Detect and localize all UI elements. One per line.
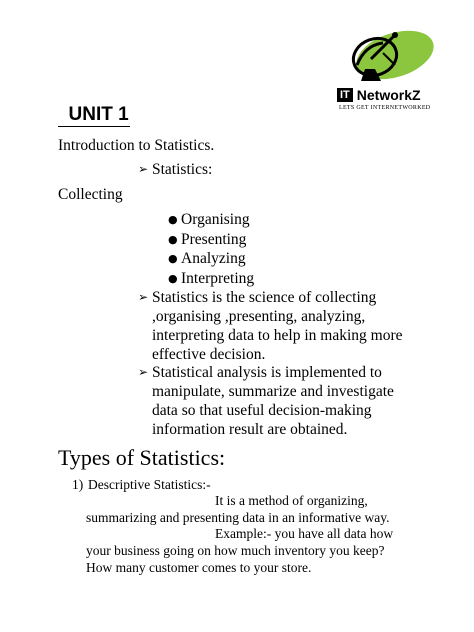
types-heading: Types of Statistics: [58, 445, 226, 470]
bullet-dot-icon: ● [168, 233, 178, 246]
arrow-bullet-icon: ➢ [138, 162, 149, 176]
analysis-paragraph [152, 363, 394, 439]
intro-title: Introduction to Statistics. [58, 137, 215, 154]
paragraph-line: interpreting data to help in making more [152, 327, 403, 344]
logo-name: NetworkZ [356, 86, 421, 103]
step-item: Interpreting [181, 270, 255, 287]
statistics-label: Statistics: [152, 161, 213, 178]
paragraph-line: information result are obtained. [152, 421, 348, 438]
collecting-label: Collecting [58, 186, 123, 203]
paragraph-line: Statistical analysis is implemented to [152, 364, 382, 381]
definition-paragraph [152, 288, 403, 364]
paragraph-line: manipulate, summarize and investigate [152, 383, 394, 400]
step-item: Analyzing [181, 250, 246, 267]
item-title: Descriptive Statistics:- [88, 477, 211, 492]
description-line: It is a method of organizing, [215, 493, 368, 508]
itnetworkz-logo [335, 25, 439, 115]
unit-heading: UNIT 1 [58, 104, 129, 125]
arrow-bullet-icon: ➢ [138, 290, 149, 304]
paragraph-line: ,organising ,presenting, analyzing, [152, 308, 366, 325]
logo-badge: IT [337, 88, 353, 102]
paragraph-line: Statistics is the science of collecting [152, 289, 377, 306]
example-line: your business going on how much inventory you keep? [86, 543, 385, 558]
description-line: summarizing and presenting data in an informative way. [86, 510, 390, 525]
paragraph-line: data so that useful decision-making [152, 402, 372, 419]
paragraph-line: effective decision. [152, 346, 266, 363]
satellite-dish-icon [335, 25, 439, 87]
arrow-bullet-icon: ➢ [138, 365, 149, 379]
bullet-dot-icon: ● [168, 252, 178, 265]
example-line: Example:- you have all data how [215, 526, 394, 541]
logo-tagline: LETS GET INTERNETWORKED [339, 105, 431, 111]
unit-heading-underline [58, 126, 130, 127]
bullet-dot-icon: ● [168, 213, 178, 226]
bullet-dot-icon: ● [168, 272, 178, 285]
step-item: Presenting [181, 231, 247, 248]
item-number: 1) [72, 477, 84, 492]
logo-brand [337, 87, 421, 102]
example-line: How many customer comes to your store. [86, 560, 312, 575]
step-item: Organising [181, 211, 250, 228]
